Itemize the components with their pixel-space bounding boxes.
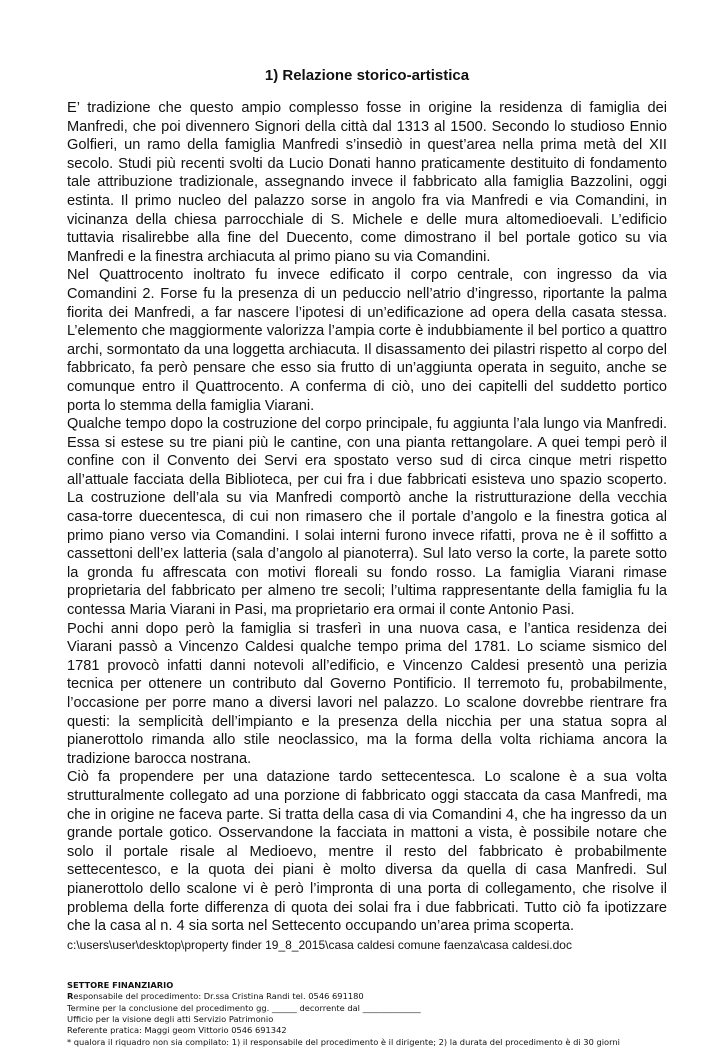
footer-sector: SETTORE FINANZIARIO <box>67 979 174 990</box>
footer-responsible-initial: R <box>67 991 74 1002</box>
footer-responsible <box>67 991 667 1002</box>
footer-reference: Referente pratica: Maggi geom Vittorio 0546 691342 <box>67 1025 287 1036</box>
footer-note: * qualora il riquadro non sia compilato: 1) il responsabile del procedimento è il dirigente; 2) la durata del procedimento è di 30 giorni <box>67 1036 620 1047</box>
paragraph: Pochi anni dopo però la famiglia si trasferì in una nuova casa, e l’antica residenza dei Viarani passò a Vincenzo Caldesi qualche tempo prima del 1781. Lo sciame sismico del 1781 provocò infatti danni notevoli all’edificio, e Vincenzo Caldesi presentò una perizia tecnica per ottenere un contributo dal Governo Pontificio. Il terremoto fu, probabilmente, l’occasione per porre mano a diversi lavori nel palazzo. Lo scalone dovrebbe rientrare fra questi: la semplicità dell’impianto e la presenza della nicchia per una statua sopra al pianerottolo rimanda allo stile neoclassico, ma la forma della volta richiama ancora la tradizione barocca nostrana. <box>67 620 667 767</box>
paragraph: E’ tradizione che questo ampio complesso fosse in origine la residenza di famiglia dei Manfredi, che poi divennero Signori della città dal 1313 al 1500. Secondo lo studioso Ennio Golfieri, un ramo della famiglia Manfredi s’insediò in quest’area nella prima metà del XII secolo. Studi più recenti svolti da Lucio Donati hanno praticamente destituito di fondamento tale attribuzione tradizionale, assegnando invece il fabbricato alla famiglia Bazzolini, oggi estinta. Il primo nucleo del palazzo sorse in angolo fra via Manfredi e via Comandini, in vicinanza della chiesa parrocchiale di S. Michele e delle mura altomedioevali. L’edificio tuttavia risalirebbe alla fine del Duecento, come dimostrano il bel portale gotico su via Manfredi e la finestra archiacuta al primo piano su via Comandini. <box>67 100 667 265</box>
footer-box <box>67 980 667 1048</box>
footer-office: Ufficio per la visione degli atti Servizio Patrimonio <box>67 1013 274 1024</box>
document-title: 1) Relazione storico-artistica <box>264 67 470 84</box>
paragraph: Qualche tempo dopo la costruzione del corpo principale, fu aggiunta l’ala lungo via Manfredi. Essa si estese su tre piani più le cantine, con una pianta rettangolare. A quei tempi però il confine con il Convento dei Servi era spostato verso sud di circa cinque metri rispetto all’attuale facciata della Biblioteca, per cui fra i due fabbricati esisteva uno spazio scoperto. La costruzione dell’ala su via Manfredi comportò anche la ristrutturazione della vecchia casa-torre duecentesca, di cui non rimasero che il portale d’angolo e la finestra gotica al primo piano verso via Comandini. I solai interni furono invece rifatti, prova ne è il soffitto a cassettoni dell’ex latteria (sala d’angolo al pianoterra). Sul lato verso la corte, la parete sotto la gronda fu affrescata con motivi floreali su fondo rosso. La famiglia Viarani rimase proprietaria del fabbricato per almeno tre secoli; l’ultima rappresentante della famiglia fu la contessa Maria Viarani in Pasi, ma proprietario era ormai il conte Antonio Pasi. <box>67 416 667 619</box>
file-path: c:\users\user\desktop\property finder 19_8_2015\casa caldesi comune faenza\casa caldesi.doc <box>67 937 572 952</box>
paragraph: Ciò fa propendere per una datazione tardo settecentesca. Lo scalone è a sua volta strutturalmente collegato ad una porzione di fabbricato oggi staccata da casa Manfredi, ma che in origine ne faceva parte. Si tratta della casa di via Comandini 4, che ha ingresso da un grande portale gotico. Osservandone la facciata in mattoni a vista, è possibile notare che solo il portale risale al Medioevo, mentre il resto del fabbricato è probabilmente settecentesco, e la quota dei piani è molto diversa da quella di casa Manfredi. Sul pianerottolo dello scalone vi è però l’impronta di una porta di collegamento, che risolve il problema della forte differenza di quota dei solai fra i due fabbricati. Tutto ciò fa ipotizzare che la casa al n. 4 sia sorta nel Settecento occupando un’area prima scoperta. <box>67 769 667 935</box>
paragraph: Nel Quattrocento inoltrato fu invece edificato il corpo centrale, con ingresso da via Comandini 2. Forse fu la presenza di un peduccio nell’atrio d’ingresso, riportante la palma fiorita dei Manfredi, a far nascere l’ipotesi di un’edificazione ad opera della casata stessa. L’elemento che maggiormente valorizza l’ampia corte è indubbiamente il bel portico a quattro archi, sormontato da una loggetta archiacuta. Il disassamento dei pilastri rispetto al corpo del fabbricato, fa però pensare che esso sia frutto di un’aggiunta operata in seguito, anche se comunque entro il Quattrocento. A conferma di ciò, uno dei capitelli del suddetto portico porta lo stemma della famiglia Viarani. <box>67 267 667 414</box>
footer-responsible-text: esponsabile del procedimento: Dr.ssa Cristina Randi tel. 0546 691180 <box>73 991 364 1002</box>
document-body <box>67 99 667 936</box>
footer-deadline: Termine per la conclusione del procedimento gg. ______ decorrente dal ______________ <box>67 1002 421 1013</box>
